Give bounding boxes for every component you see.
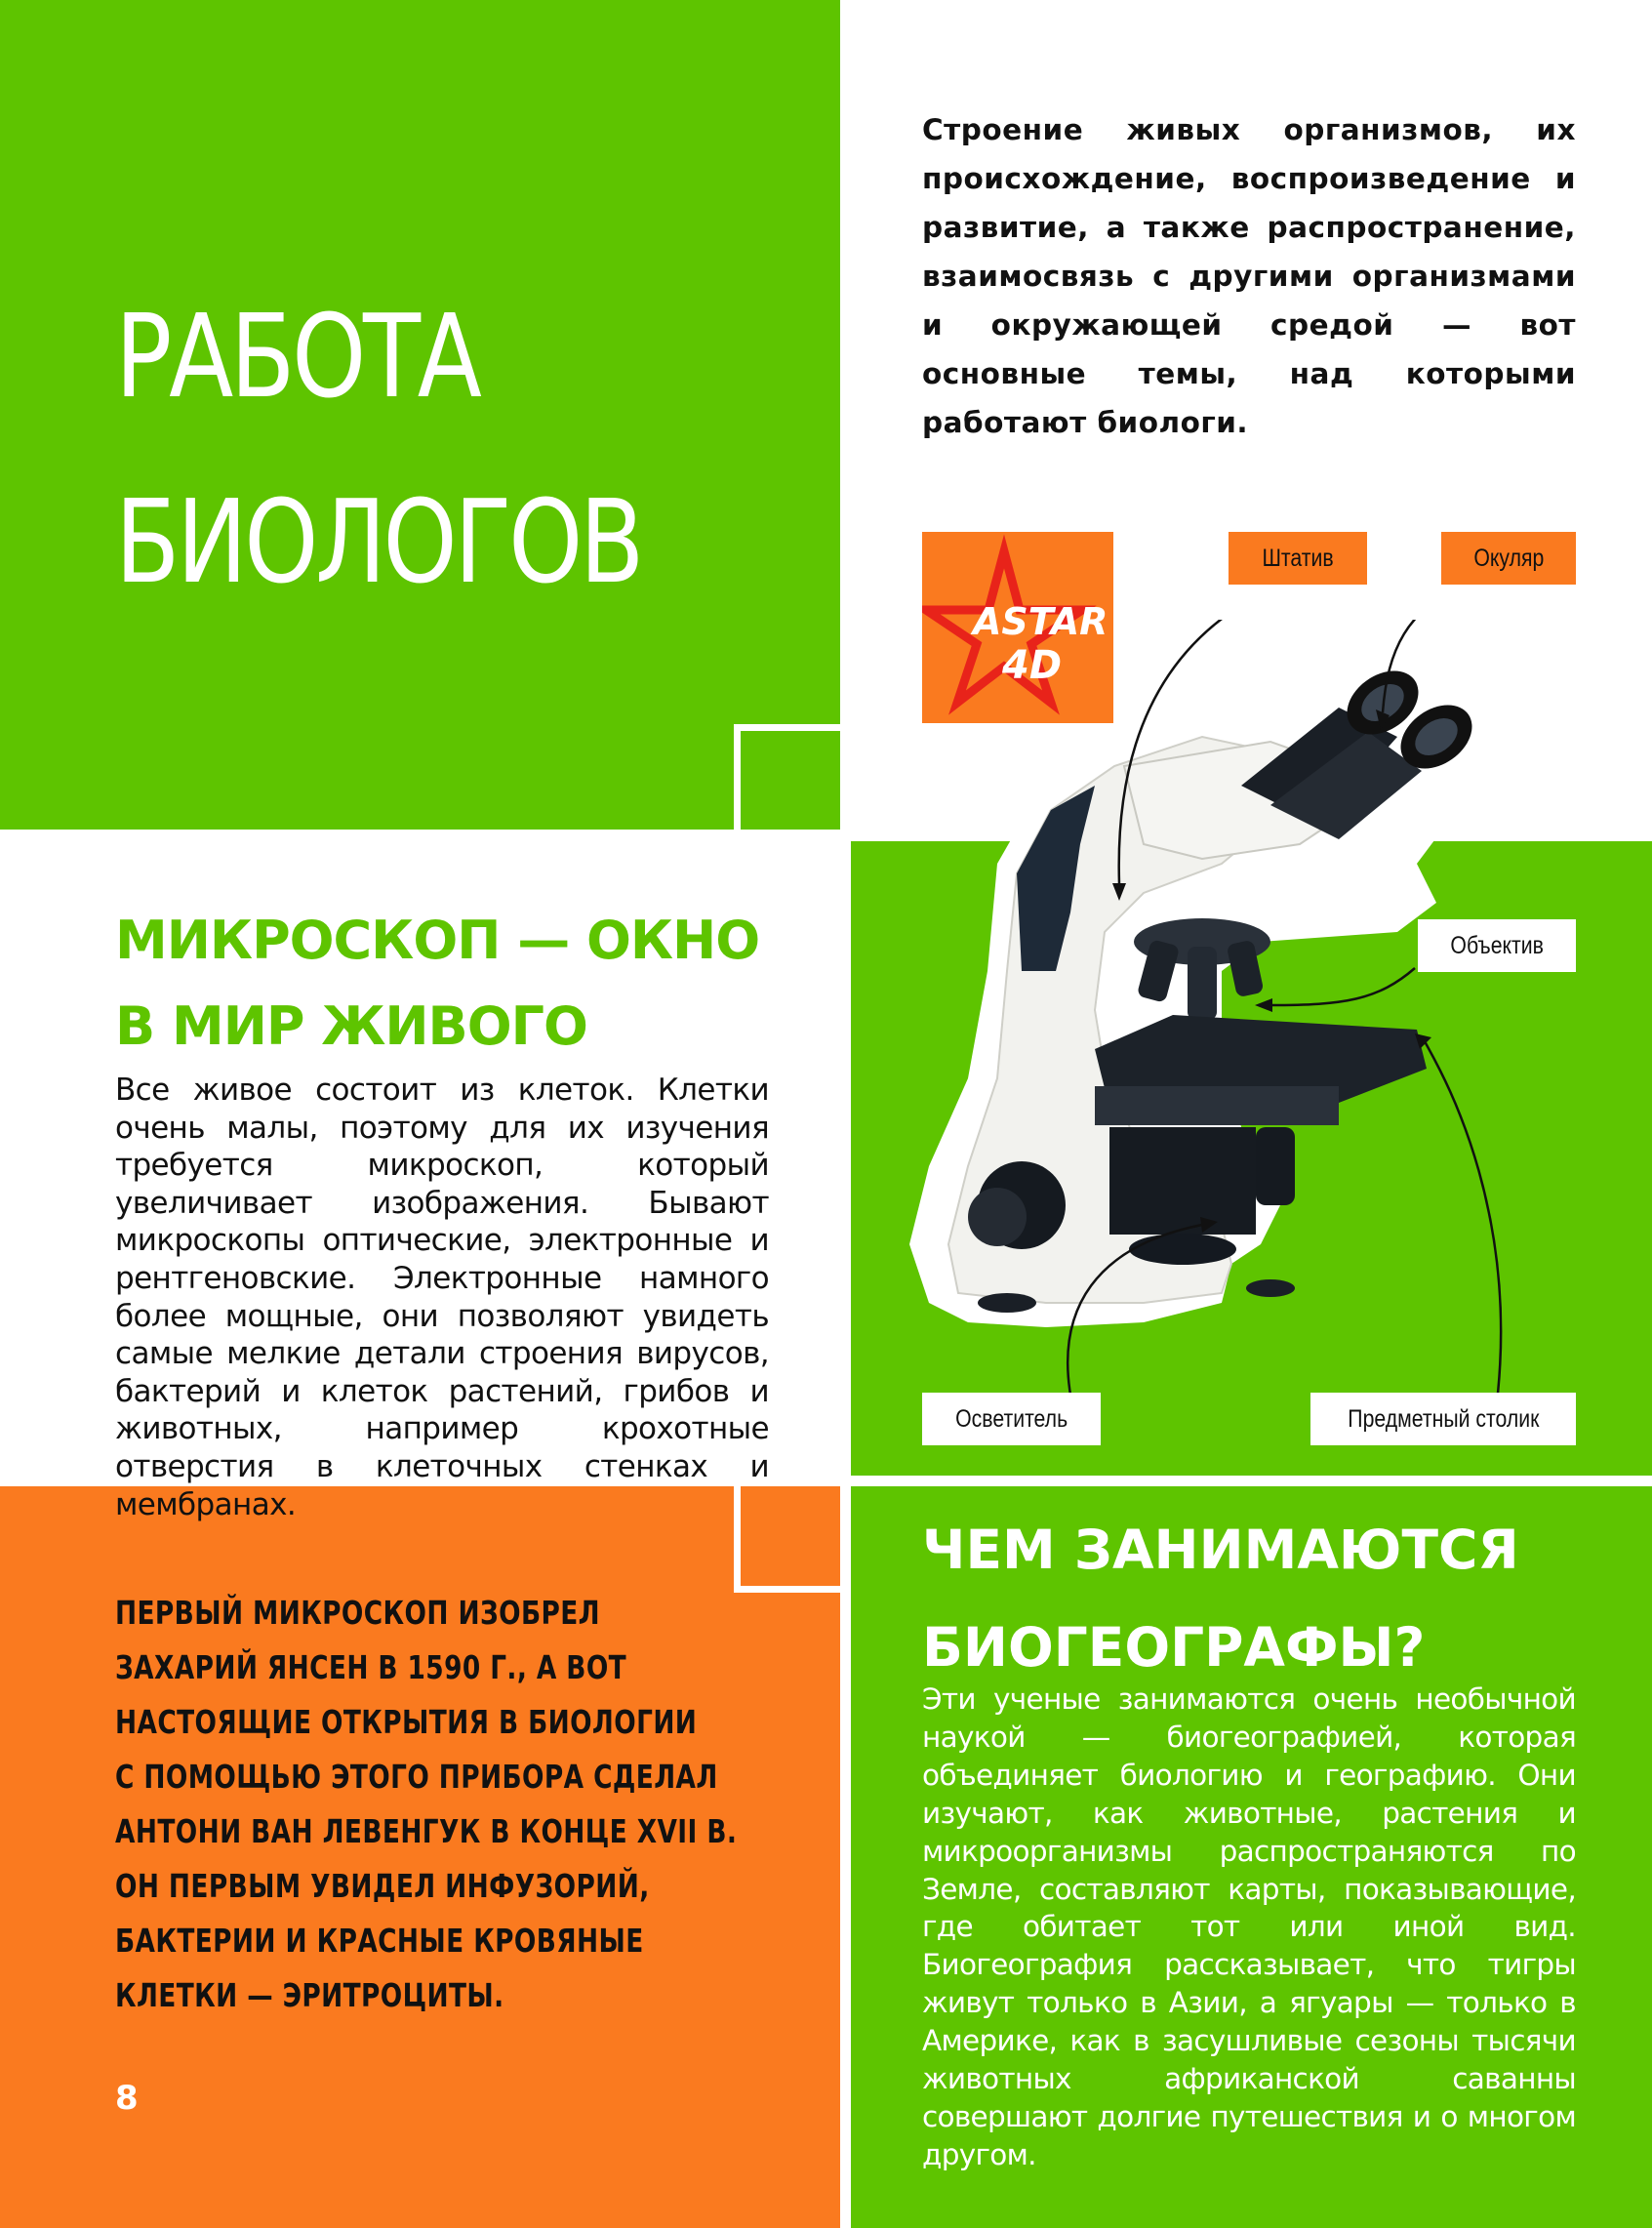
fact-line: ЗАХАРИЙ ЯНСЕН В 1590 Г., А ВОТ <box>115 1648 627 1686</box>
logo-text-bottom: 4D <box>1002 643 1063 688</box>
microscope-heading-line1: МИКРОСКОП — ОКНО <box>115 910 760 971</box>
page-title-line2: БИОЛОГОВ <box>115 474 642 609</box>
intro-paragraph: Строение живых организмов, их происхождение, воспроизведение и развитие, а также распространение, взаимосвязь с другими организмами и окружающей средой — вот основные темы, над которыми работают биологи. <box>922 113 1576 439</box>
fact-line: С ПОМОЩЬЮ ЭТОГО ПРИБОРА СДЕЛАЛ <box>115 1758 718 1796</box>
illuminator-icon <box>1129 1234 1236 1265</box>
fact-line: КЛЕТКИ — ЭРИТРОЦИТЫ. <box>115 1976 504 2014</box>
biogeography-heading-line2: БИОГЕОГРАФЫ? <box>922 1616 1426 1679</box>
fact-line: АНТОНИ ВАН ЛЕВЕНГУК В КОНЦЕ XVII В. <box>115 1812 738 1850</box>
page-title-line1: РАБОТА <box>115 289 479 424</box>
fact-text <box>115 1586 738 2023</box>
fact-line: ОН ПЕРВЫМ УВИДЕЛ ИНФУЗОРИЙ, <box>115 1867 650 1905</box>
fact-line: БАКТЕРИИ И КРАСНЫЕ КРОВЯНЫЕ <box>115 1922 644 1960</box>
foot-right <box>1246 1279 1295 1297</box>
label-objective: Объектив <box>1418 919 1576 972</box>
label-tripod: Штатив <box>1229 532 1367 585</box>
label-stage: Предметный столик <box>1310 1393 1576 1445</box>
biogeography-paragraph: Эти ученые занимаются очень необычной наукой — биогеографией, которая объединяет биологию и географию. Они изучают, как животные, растения и микроорганизмы распространяются по Земле, составляют карты, показывающие, где обитает тот или иной вид. Биогеография рассказывает, что тигры живут только в Азии, а ягуары — только в Америке, как в засушливые сезоны тысячи животных африканской саванны совершают долгие путешествия и о многом другом. <box>922 1682 1576 2171</box>
microscope-heading <box>115 898 779 1070</box>
page-number: 8 <box>115 2079 139 2118</box>
fact-line: НАСТОЯЩИЕ ОТКРЫТИЯ В БИОЛОГИИ <box>115 1703 698 1741</box>
microscope-illustration <box>851 620 1652 1476</box>
biogeography-heading <box>922 1501 1625 1696</box>
label-eyepiece: Окуляр <box>1441 532 1576 585</box>
microscope-heading-line2: В МИР ЖИВОГО <box>115 995 587 1057</box>
fact-line: ПЕРВЫЙ МИКРОСКОП ИЗОБРЕЛ <box>115 1594 600 1632</box>
biogeography-heading-line1: ЧЕМ ЗАНИМАЮТСЯ <box>922 1519 1519 1581</box>
condenser-icon <box>1256 1127 1295 1205</box>
decorative-frame-top <box>734 724 851 841</box>
microscope-paragraph: Все живое состоит из клеток. Клетки очень малы, поэтому для их изучения требуется микроскоп, который увеличивает изображения. Бывают микроскопы оптические, электронные и рентгеновские. Электронные намного более мощные, они позволяют увидеть самые мелкие детали строения вирусов, бактерий и клеток растений, грибов и животных, например крохотные отверстия в клеточных стенках и мембранах. <box>115 1073 769 1522</box>
foot-left <box>978 1293 1036 1313</box>
page-title <box>115 263 641 634</box>
logo-text-top: ASTAR <box>973 600 1108 643</box>
label-illuminator: Осветитель <box>922 1393 1101 1445</box>
